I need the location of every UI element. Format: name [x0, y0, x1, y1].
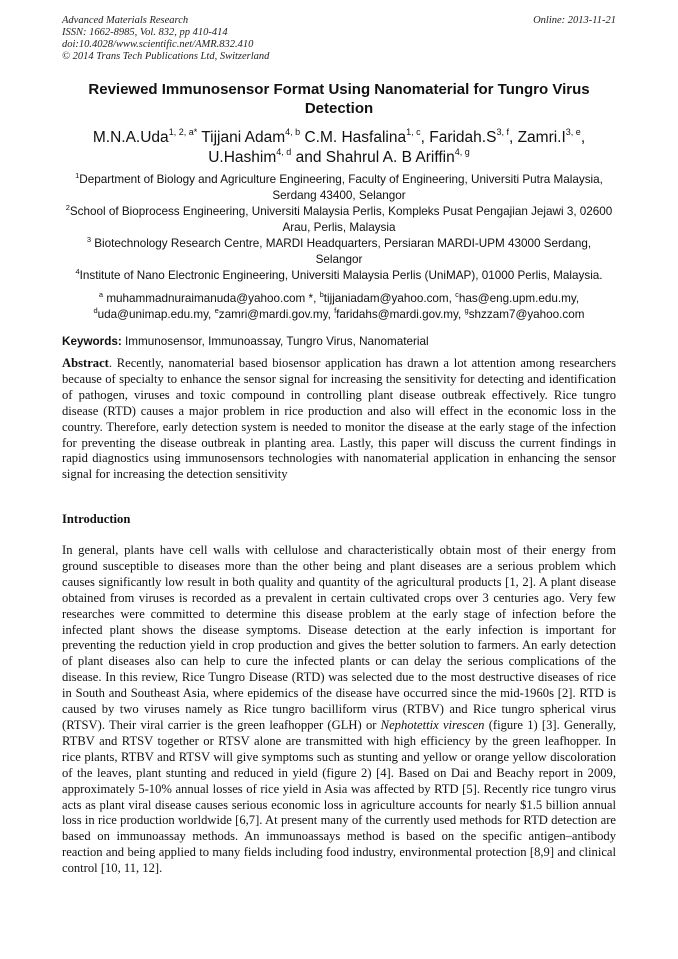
- author-affil-marker: 1, c: [406, 127, 421, 137]
- author-name: M.N.A.Uda: [92, 129, 169, 146]
- email-address[interactable]: tijjaniadam@yahoo.com,: [323, 292, 456, 305]
- abstract-text: . Recently, nanomaterial based biosensor application has drawn a lot attention among researchers because of specialty to enhance the sensor signal for increasing the sensitivity for detecting and identification of pathogen, viruses and toxic compound in controlling plant disease outbreak effectively. Rice tungro disease (RTD) causes a major problem in rice production and also will effect in the economic loss in the country. Therefore, early detection system is needed to monitor the disease at the early stage of the infection for preventing the disease outbreak in planting area. Lastly, this paper will discuss the current findings in rapid diagnostics using immunosensors technologies with nanomaterial application in enhancing the sensor signal for increasing the detection sensitivity: [62, 356, 616, 482]
- affiliation: [62, 236, 616, 268]
- affiliation: [62, 172, 616, 204]
- affiliation-number: 1: [75, 171, 80, 180]
- email-address[interactable]: muhammadnuraimanuda@yahoo.com *,: [103, 292, 320, 305]
- affiliation-number: 2: [65, 203, 70, 212]
- journal-issn: ISSN: 1662-8985, Vol. 832, pp 410-414: [62, 27, 228, 38]
- author-name: Shahrul A. B Ariffin: [325, 149, 455, 166]
- affiliation-list: [62, 172, 616, 284]
- affiliation: [62, 268, 616, 284]
- author-affil-marker: 4, d: [276, 147, 292, 157]
- affiliation-number: 4: [75, 267, 80, 276]
- email-marker: g: [464, 306, 469, 315]
- journal-copyright: © 2014 Trans Tech Publications Ltd, Switzerland: [62, 51, 270, 62]
- introduction-text: In general, plants have cell walls with cellulose and characteristically obtain most of their energy from ground susceptible to diseases more than the other being and plant diseases are a serious problem which causes significantly low result in both quality and quantity of the agricultural products [1, 2]. A plant disease obtained from viruses is recorded as a prevalent in certain cultivated crops over 3 centuries ago. Very few researches were committed to determine this disease problem at the early stage of infection before the infected plant shows the disease symptoms. Disease detection at the early infection is important for preventing the reduction yield in crop production and gives the better solution to farmers. An early detection of plant diseases also can help to cure the infected plants or can delay the serious complications of the disease. In this review, Rice Tungro Disease (RTD) was selected due to the most destructive diseases of rice in South and Southeast Asia, where epidemics of the disease have occurred since the mid-1960s [2]. RTD is caused by two viruses namely as Rice tungro bacilliform virus (RTBV) and Rice tungro spherical virus (RTSV). Their viral carrier is the green leafhopper (GLH) or: [62, 543, 616, 732]
- journal-doi[interactable]: doi:10.4028/www.scientific.net/AMR.832.410: [62, 39, 254, 50]
- author-separator: ,: [420, 129, 430, 146]
- email-marker: f: [334, 306, 337, 315]
- email-address[interactable]: shzzam7@yahoo.com: [468, 308, 585, 321]
- species-name: Nephotettix virescen: [380, 717, 485, 732]
- keywords-label: Keywords:: [62, 335, 122, 348]
- affiliation-text: Biotechnology Research Centre, MARDI Headquarters, Persiaran MARDI-UPM 43000 Serdang, Selangor: [90, 237, 592, 266]
- affiliation-text: Institute of Nano Electronic Engineering, Universiti Malaysia Perlis (UniMAP), 01000 Perlis, Malaysia.: [79, 269, 603, 282]
- email-address[interactable]: faridahs@mardi.gov.my,: [336, 308, 465, 321]
- email-marker: c: [455, 290, 459, 299]
- email-marker: b: [319, 290, 324, 299]
- email-marker: e: [214, 306, 219, 315]
- introduction-heading: Introduction: [62, 512, 131, 526]
- author-affil-marker: 3, f: [496, 127, 509, 137]
- author-list: [62, 128, 616, 168]
- affiliation-number: 3: [86, 235, 91, 244]
- email-marker: d: [93, 306, 98, 315]
- journal-header: [62, 15, 269, 63]
- author-name: C.M. Hasfalina: [304, 129, 407, 146]
- author-name: U.Hashim: [208, 149, 277, 166]
- email-list: [62, 291, 616, 323]
- introduction-paragraph: [62, 543, 616, 877]
- email-marker: a: [98, 290, 104, 299]
- affiliation: [62, 204, 616, 236]
- email-address[interactable]: has@eng.upm.edu.my,: [458, 292, 580, 305]
- author-separator: ,: [508, 129, 518, 146]
- abstract-paragraph: [62, 356, 616, 483]
- author-separator: ,: [580, 129, 586, 146]
- affiliation-text: Department of Biology and Agriculture Engineering, Faculty of Engineering, Universiti Putra Malaysia, Serdang 43400, Selangor: [79, 173, 603, 202]
- introduction-text-continued: (figure 1) [3]. Generally, RTBV and RTSV together or RTSV alone are transmitted with high efficiency by the green leafhopper. In rice plants, RTBV and RTSV will give symptoms such as stunting and yellow or orange yellow discoloration of the leaves, plant stunting and reduced in yield (figure 2) [4]. Based on Dai and Beachy report in 2009, approximately 5-10% annual losses of rice yield in Asia was affected by RTD [5]. Recently rice tungro virus acts as plant viral disease causes serious economic loss in agriculture accounts for nearly $1.5 billion annual loss in rice production worldwide [6,7]. At present many of the currently used methods for RTD detection are based on immunoassay methods. An immunoassays method is based on the specific antigen–antibody reaction and being applied to many fields including food industry, environmental protection [8,9] and clinical control [10, 11, 12].: [62, 717, 616, 876]
- affiliation-text: School of Bioprocess Engineering, Universiti Malaysia Perlis, Kompleks Pusat Pengajian Jejawi 3, 02600 Arau, Perlis, Malaysia: [69, 205, 613, 234]
- author-separator: and: [291, 149, 326, 166]
- author-affil-marker: 4, g: [454, 147, 470, 157]
- email-address[interactable]: uda@unimap.edu.my,: [97, 308, 215, 321]
- keywords-line: [62, 334, 616, 350]
- paper-title: Reviewed Immunosensor Format Using Nanomaterial for Tungro Virus Detection: [88, 81, 590, 117]
- author-affil-marker: 1, 2, a*: [168, 127, 198, 137]
- author-affil-marker: 3, e: [565, 127, 581, 137]
- journal-name: Advanced Materials Research: [62, 15, 189, 26]
- author-name: Zamri.I: [517, 129, 566, 146]
- abstract-label: Abstract: [62, 356, 109, 370]
- author-affil-marker: 4, b: [285, 127, 301, 137]
- author-name: Faridah.S: [429, 129, 497, 146]
- online-date: Online: 2013-11-21: [533, 15, 616, 26]
- email-address[interactable]: zamri@mardi.gov.my,: [218, 308, 335, 321]
- keywords-text: Immunosensor, Immunoassay, Tungro Virus, Nanomaterial: [121, 335, 429, 348]
- author-name: Tijjani Adam: [201, 129, 286, 146]
